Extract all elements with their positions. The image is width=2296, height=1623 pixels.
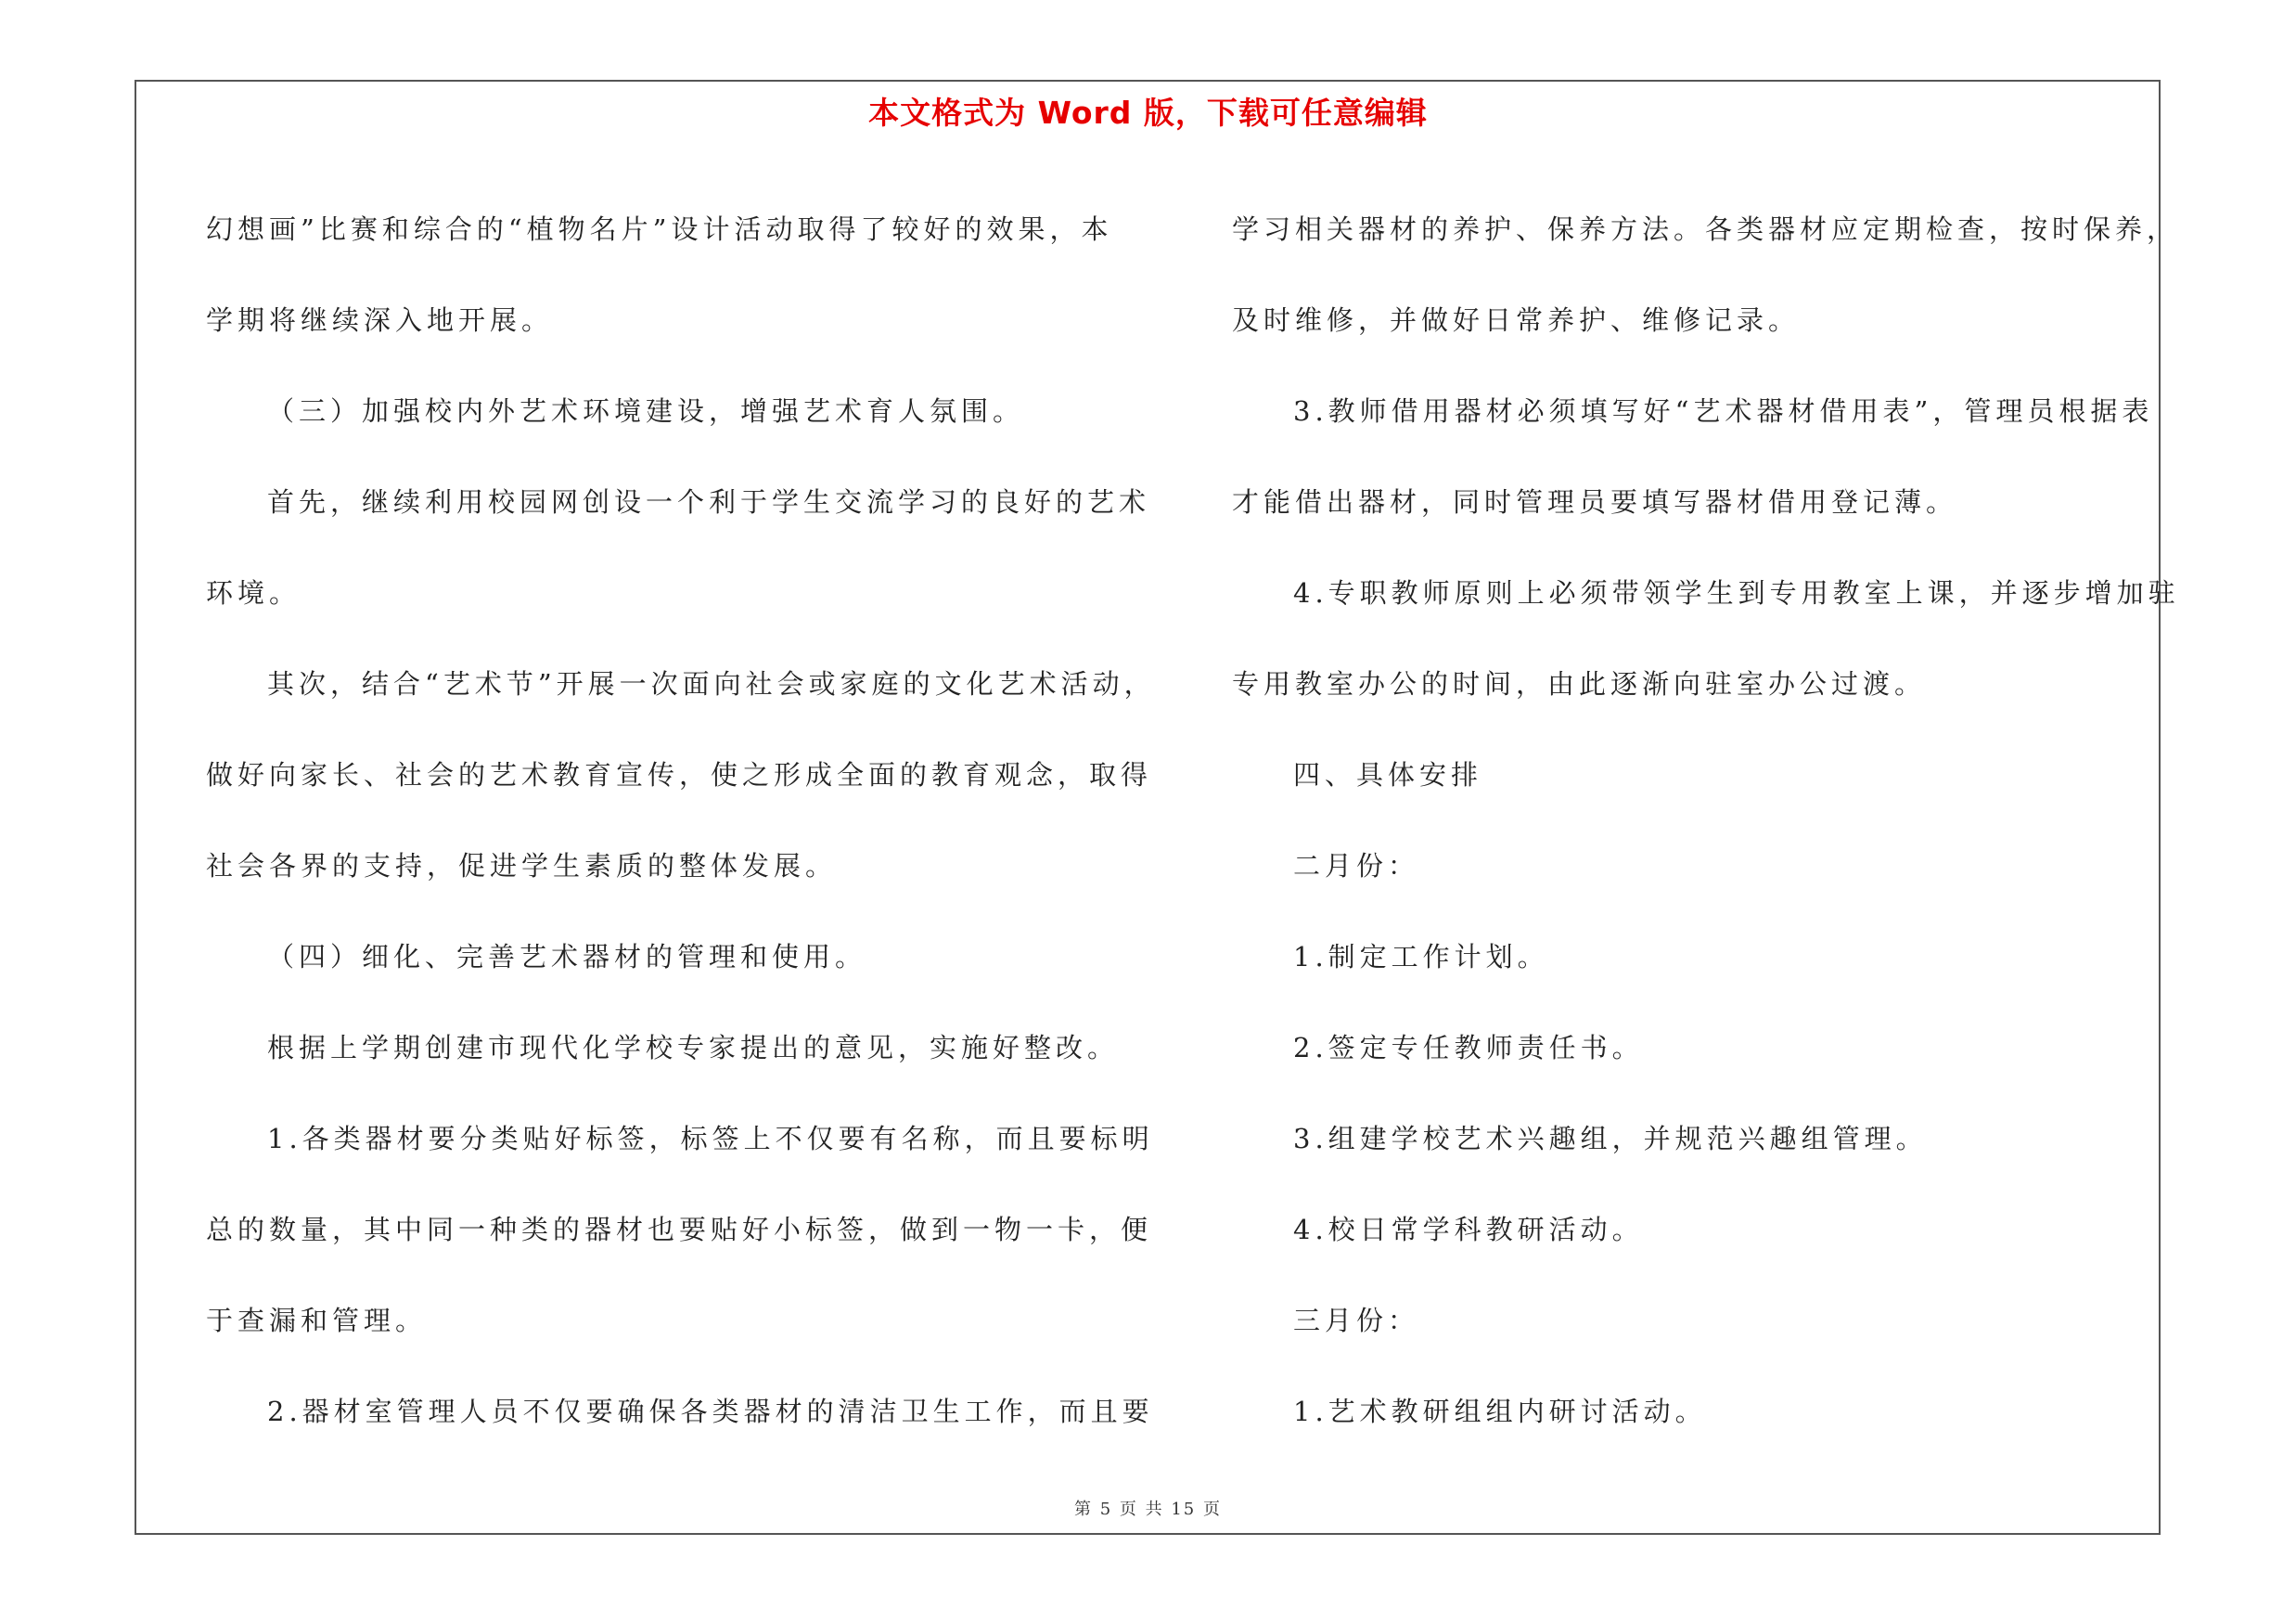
paragraph-line: 其次，结合“艺术节”开展一次面向社会或家庭的文化艺术活动，	[267, 668, 1156, 700]
page-number-footer: 第 5 页 共 15 页	[1074, 1500, 1222, 1519]
paragraph-line: 二月份：	[1293, 850, 1420, 882]
paragraph-line: 及时维修，并做好日常养护、维修记录。	[1232, 304, 1801, 336]
paragraph-line: 三月份：	[1293, 1305, 1420, 1336]
paragraph-line: （四）细化、完善艺术器材的管理和使用。	[267, 941, 867, 973]
paragraph-line: 学期将继续深入地开展。	[206, 304, 554, 336]
paragraph-line: 2.签定专任教师责任书。	[1293, 1032, 1644, 1063]
paragraph-line: 环境。	[206, 577, 301, 609]
paragraph-line: 专用教室办公的时间，由此逐渐向驻室办公过渡。	[1232, 668, 1927, 700]
right-column	[1232, 184, 2180, 1457]
paragraph-line: 做好向家长、社会的艺术教育宣传，使之形成全面的教育观念，取得	[206, 759, 1153, 791]
paragraph-line: 学习相关器材的养护、保养方法。各类器材应定期检查，按时保养，	[1232, 213, 2179, 245]
paragraph-line: 1.制定工作计划。	[1293, 941, 1549, 973]
word-format-banner: 本文格式为 Word 版，下载可任意编辑	[868, 95, 1428, 131]
paragraph-line: 4.校日常学科教研活动。	[1293, 1214, 1644, 1245]
paragraph-line: 3.教师借用器材必须填写好“艺术器材借用表”，管理员根据表	[1293, 395, 2154, 427]
paragraph-line: 首先，继续利用校园网创设一个利于学生交流学习的良好的艺术	[267, 486, 1151, 518]
paragraph-line: 2.器材室管理人员不仅要确保各类器材的清洁卫生工作，而且要	[267, 1396, 1154, 1427]
paragraph-line: 1.各类器材要分类贴好标签，标签上不仅要有名称，而且要标明	[267, 1123, 1154, 1154]
paragraph-line: 4.专职教师原则上必须带领学生到专用教室上课，并逐步增加驻	[1293, 577, 2180, 609]
paragraph-line: 于查漏和管理。	[206, 1305, 428, 1336]
left-column	[206, 184, 1156, 1457]
paragraph-line: 3.组建学校艺术兴趣组，并规范兴趣组管理。	[1293, 1123, 1928, 1154]
paragraph-line: 总的数量，其中同一种类的器材也要贴好小标签，做到一物一卡，便	[206, 1214, 1153, 1245]
paragraph-line: 幻想画”比赛和综合的“植物名片”设计活动取得了较好的效果，本	[206, 213, 1113, 245]
paragraph-line: 社会各界的支持，促进学生素质的整体发展。	[206, 850, 838, 882]
paragraph-line: （三）加强校内外艺术环境建设，增强艺术育人氛围。	[267, 395, 1025, 427]
paragraph-line: 根据上学期创建市现代化学校专家提出的意见，实施好整改。	[267, 1032, 1120, 1063]
paragraph-line: 1.艺术教研组组内研讨活动。	[1293, 1396, 1707, 1427]
paragraph-line: 四、具体安排	[1293, 759, 1483, 791]
paragraph-line: 才能借出器材，同时管理员要填写器材借用登记薄。	[1232, 486, 1958, 518]
